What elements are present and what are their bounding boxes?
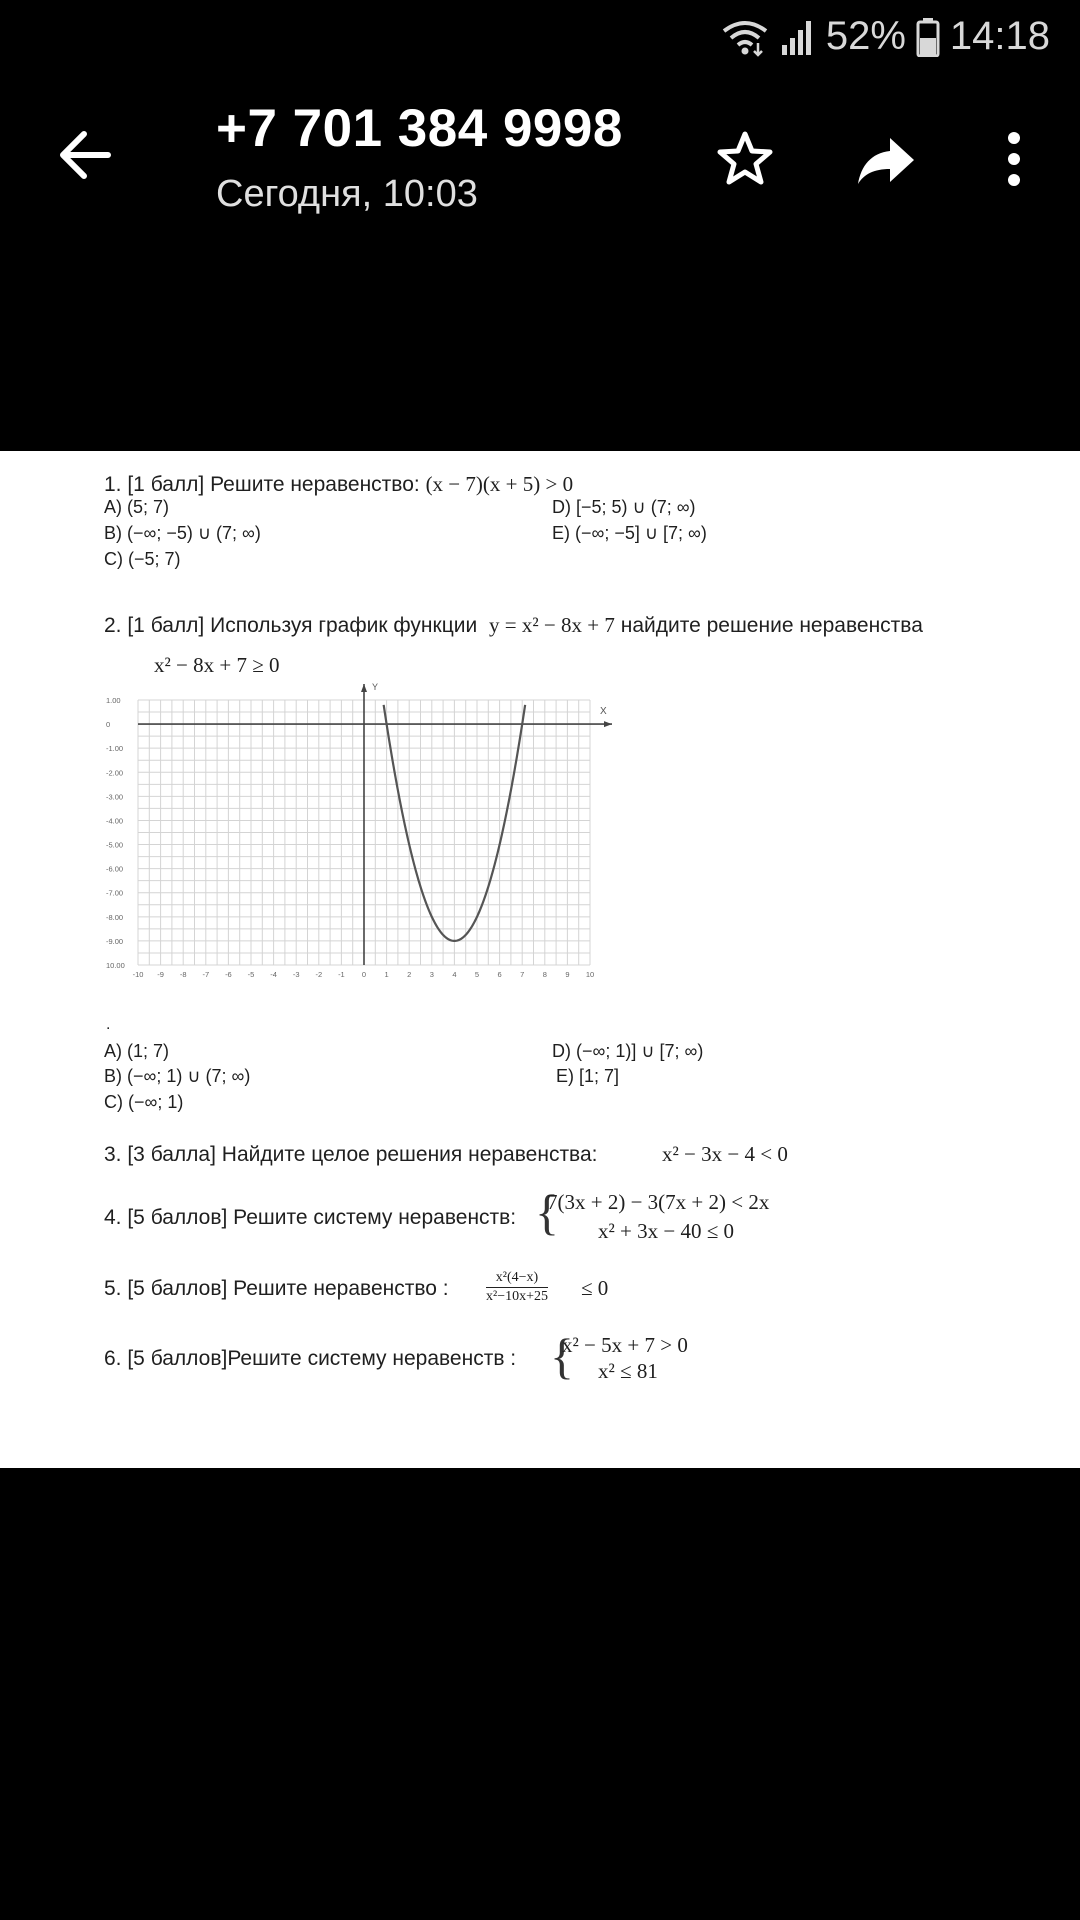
x-tick-label: 6	[497, 970, 502, 979]
y-tick-label: -8.00	[106, 912, 124, 922]
q2-option-d: D) (−∞; 1)] ∪ [7; ∞)	[552, 1041, 704, 1061]
q5-fraction	[486, 1270, 548, 1305]
x-tick-label: 3	[429, 970, 434, 979]
x-tick-label: -1	[338, 970, 345, 979]
y-tick-label: -6.00	[106, 864, 124, 874]
y-tick-label: 1.00	[106, 696, 121, 705]
wifi-icon	[720, 17, 770, 57]
q2-option-a: A) (1; 7)	[104, 1041, 170, 1061]
q2-title-part2: найдите решение неравенства	[620, 614, 923, 637]
x-tick-label: -4	[270, 970, 277, 979]
back-button[interactable]	[50, 120, 120, 190]
x-tick-label: -9	[157, 970, 164, 979]
x-tick-label: -10	[132, 970, 144, 979]
x-tick-label: 7	[520, 970, 525, 979]
q4-line2: x² + 3x − 40 ≤ 0	[598, 1219, 735, 1243]
y-tick-label: 0	[106, 720, 111, 730]
signal-icon	[780, 17, 816, 57]
y-tick-label: -9.00	[106, 936, 124, 946]
q1-option-a: A) (5; 7)	[104, 497, 170, 517]
clock: 14:18	[949, 14, 1050, 58]
sender-phone: +7 701 384 9998	[216, 99, 623, 158]
x-tick-label: 4	[452, 970, 457, 979]
q1-option-c: C) (−5; 7)	[104, 549, 181, 569]
q6-title: 6. [5 баллов]Решите систему неравенств :	[104, 1347, 517, 1370]
favorite-button[interactable]	[710, 124, 780, 194]
x-tick-label: 10	[585, 970, 595, 979]
x-tick-label: 9	[565, 970, 570, 979]
q3-title: 3. [3 балла] Найдите целое решения неравенства:	[104, 1143, 598, 1166]
q1-expression: (x − 7)(x + 5) > 0	[425, 472, 574, 496]
q5-rhs: ≤ 0	[581, 1276, 609, 1300]
status-bar	[0, 0, 1080, 78]
q4-title: 4. [5 баллов] Решите систему неравенств:	[104, 1206, 517, 1229]
battery-percent: 52%	[825, 14, 906, 58]
message-date: Сегодня, 10:03	[216, 173, 478, 215]
q5-numerator: x²(4−x)	[486, 1270, 548, 1288]
q1-title	[104, 472, 573, 497]
x-axis-label: X	[600, 706, 607, 718]
x-tick-label: 8	[542, 970, 547, 979]
y-tick-label: -2.00	[106, 768, 124, 778]
x-tick-label: 1	[384, 970, 389, 979]
q2-option-c: C) (−∞; 1)	[104, 1092, 184, 1112]
title-block	[216, 98, 623, 216]
q4-line1: 7(3x + 2) − 3(7x + 2) < 2x	[547, 1190, 770, 1214]
x-tick-label: -2	[315, 970, 323, 979]
q6-line2: x² ≤ 81	[598, 1359, 658, 1383]
q1-option-e: E) (−∞; −5] ∪ [7; ∞)	[552, 523, 707, 543]
q1-title-text: 1. [1 балл] Решите неравенство:	[104, 473, 420, 496]
y-tick-label: -7.00	[106, 888, 124, 898]
q2-option-e: E) [1; 7]	[556, 1066, 620, 1086]
parabola-chart	[100, 678, 620, 1008]
x-tick-label: -6	[225, 970, 232, 979]
q2-title-part1: 2. [1 балл] Используя график функции	[104, 614, 478, 637]
battery-icon	[916, 17, 940, 57]
back-arrow-icon	[50, 120, 120, 190]
share-button[interactable]	[852, 124, 922, 194]
status-icons	[720, 14, 1050, 59]
q2-dot: .	[106, 1016, 111, 1033]
q1-option-d: D) [−5; 5) ∪ (7; ∞)	[552, 497, 696, 517]
x-tick-label: 2	[407, 970, 412, 979]
y-tick-label: -5.00	[106, 840, 124, 850]
q5-denominator: x²−10x+25	[486, 1289, 548, 1304]
attached-image[interactable]	[0, 451, 1080, 1468]
q6-brace: {	[550, 1328, 574, 1384]
y-tick-label: -4.00	[106, 816, 124, 826]
more-options-button[interactable]	[978, 124, 1048, 194]
q2-title	[104, 613, 923, 638]
x-tick-label: -5	[247, 970, 255, 979]
y-axis-label: Y	[372, 682, 379, 692]
q2-option-b: B) (−∞; 1) ∪ (7; ∞)	[104, 1066, 251, 1086]
y-tick-label: 10.00	[106, 961, 125, 970]
x-tick-label: 5	[474, 970, 480, 979]
y-axis-arrow	[361, 684, 367, 692]
q3-expression: x² − 3x − 4 < 0	[662, 1142, 788, 1166]
app-toolbar	[0, 78, 1080, 238]
x-tick-label: -8	[179, 970, 187, 979]
q4-brace: {	[535, 1184, 559, 1240]
q5-title: 5. [5 баллов] Решите неравенство :	[104, 1277, 449, 1300]
share-icon	[852, 124, 922, 194]
q2-function: y = x² − 8x + 7	[489, 613, 615, 637]
x-tick-label: 0	[361, 970, 367, 979]
y-tick-label: -1.00	[106, 744, 124, 754]
x-tick-label: -3	[292, 970, 300, 979]
q2-inequality: x² − 8x + 7 ≥ 0	[154, 653, 280, 677]
x-tick-label: -7	[202, 970, 210, 979]
q1-option-b: B) (−∞; −5) ∪ (7; ∞)	[104, 523, 261, 543]
x-axis-arrow	[604, 721, 612, 727]
more-vert-icon	[978, 124, 1048, 194]
q6-line1: x² − 5x + 7 > 0	[562, 1333, 688, 1357]
star-icon	[710, 124, 780, 194]
y-tick-label: -3.00	[106, 792, 124, 802]
